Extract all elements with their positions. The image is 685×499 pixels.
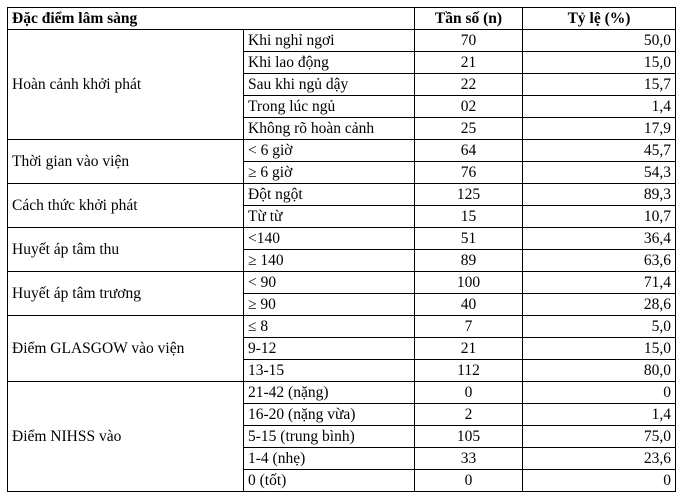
subcategory-cell: <140 [244,228,415,250]
subcategory-cell: < 6 giờ [244,140,415,162]
subcategory-cell: ≥ 90 [244,294,415,316]
frequency-cell: 21 [415,338,523,360]
percent-cell: 63,6 [523,250,676,272]
percent-cell: 54,3 [523,162,676,184]
subcategory-cell: Sau khi ngủ dậy [244,74,415,96]
subcategory-cell: Khi nghỉ ngơi [244,30,415,52]
percent-cell: 17,9 [523,118,676,140]
percent-cell: 10,7 [523,206,676,228]
percent-cell: 15,7 [523,74,676,96]
frequency-cell: 0 [415,382,523,404]
frequency-cell: 02 [415,96,523,118]
subcategory-cell: Khi lao động [244,52,415,74]
table-row [8,184,676,206]
percent-cell: 15,0 [523,338,676,360]
table-row [8,140,676,162]
percent-cell: 15,0 [523,52,676,74]
subcategory-cell: 13-15 [244,360,415,382]
percent-cell: 28,6 [523,294,676,316]
subcategory-cell: ≤ 8 [244,316,415,338]
frequency-cell: 21 [415,52,523,74]
frequency-cell: 2 [415,404,523,426]
header-frequency: Tần số (n) [415,8,523,30]
frequency-cell: 51 [415,228,523,250]
frequency-cell: 89 [415,250,523,272]
subcategory-cell: Từ từ [244,206,415,228]
frequency-cell: 33 [415,448,523,470]
percent-cell: 50,0 [523,30,676,52]
subcategory-cell: ≥ 6 giờ [244,162,415,184]
percent-cell: 5,0 [523,316,676,338]
percent-cell: 0 [523,470,676,492]
frequency-cell: 0 [415,470,523,492]
table-row [8,272,676,294]
frequency-cell: 22 [415,74,523,96]
percent-cell: 1,4 [523,96,676,118]
percent-cell: 23,6 [523,448,676,470]
table-row [8,228,676,250]
subcategory-cell: 1-4 (nhẹ) [244,448,415,470]
subcategory-cell: < 90 [244,272,415,294]
header-row [8,8,676,30]
percent-cell: 75,0 [523,426,676,448]
table-row [8,316,676,338]
subcategory-cell: 0 (tốt) [244,470,415,492]
frequency-cell: 105 [415,426,523,448]
subcategory-cell: 21-42 (nặng) [244,382,415,404]
subcategory-cell: 5-15 (trung bình) [244,426,415,448]
percent-cell: 89,3 [523,184,676,206]
table-row [8,382,676,404]
frequency-cell: 40 [415,294,523,316]
group-label: Huyết áp tâm thu [8,228,244,272]
subcategory-cell: Trong lúc ngủ [244,96,415,118]
percent-cell: 80,0 [523,360,676,382]
frequency-cell: 15 [415,206,523,228]
percent-cell: 45,7 [523,140,676,162]
frequency-cell: 100 [415,272,523,294]
frequency-cell: 25 [415,118,523,140]
frequency-cell: 64 [415,140,523,162]
frequency-cell: 70 [415,30,523,52]
subcategory-cell: Không rõ hoàn cảnh [244,118,415,140]
percent-cell: 1,4 [523,404,676,426]
table-row [8,30,676,52]
header-characteristic: Đặc điểm lâm sàng [8,8,415,30]
clinical-characteristics-table [7,7,676,492]
percent-cell: 36,4 [523,228,676,250]
subcategory-cell: 16-20 (nặng vừa) [244,404,415,426]
frequency-cell: 112 [415,360,523,382]
group-label: Hoàn cảnh khởi phát [8,30,244,140]
subcategory-cell: ≥ 140 [244,250,415,272]
percent-cell: 71,4 [523,272,676,294]
group-label: Điểm NIHSS vào [8,382,244,492]
table-body [8,30,676,492]
subcategory-cell: 9-12 [244,338,415,360]
header-percent: Tỷ lệ (%) [523,8,676,30]
frequency-cell: 76 [415,162,523,184]
group-label: Cách thức khởi phát [8,184,244,228]
subcategory-cell: Đột ngột [244,184,415,206]
percent-cell: 0 [523,382,676,404]
group-label: Thời gian vào viện [8,140,244,184]
frequency-cell: 125 [415,184,523,206]
group-label: Huyết áp tâm trương [8,272,244,316]
frequency-cell: 7 [415,316,523,338]
group-label: Điểm GLASGOW vào viện [8,316,244,382]
